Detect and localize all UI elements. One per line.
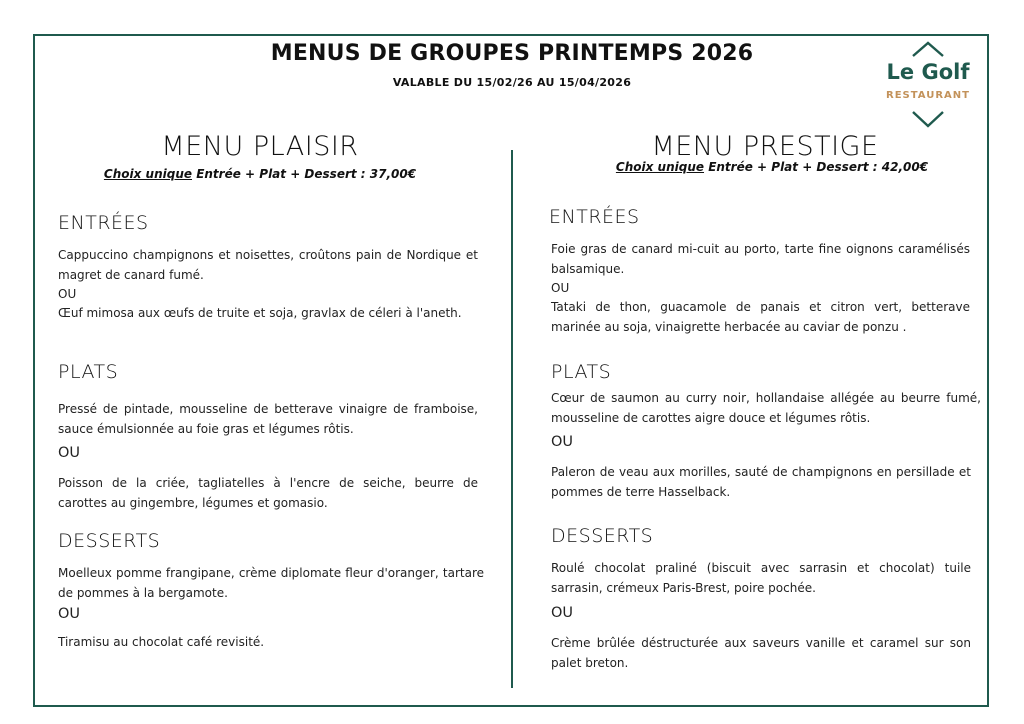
menu-plaisir-title: MENU PLAISIR xyxy=(161,131,359,162)
logo-tagline: RESTAURANT xyxy=(886,90,970,101)
plaisir-entree-1: Cappuccino champignons et noisettes, croûtons pain de Nordique et magret de canard fumé. xyxy=(58,248,478,282)
prestige-desserts-heading: DESSERTS xyxy=(551,525,654,547)
menu-prestige-formula: Entrée + Plat + Dessert : 42,00€ xyxy=(704,160,929,174)
plaisir-dessert-2: Tiramisu au chocolat café revisité. xyxy=(58,635,265,649)
choix-unique-label: Choix unique xyxy=(615,160,705,174)
prestige-entree-2: Tataki de thon, guacamole de panais et citron vert, betterave marinée au soja, vinaigrette herbacée au caviar de ponzu . xyxy=(551,300,970,334)
plaisir-plat-2: Poisson de la criée, tagliatelles à l'encre de seiche, beurre de carottes au gingembre, légumes et gomasio. xyxy=(58,476,478,510)
logo-name: Le Golf xyxy=(886,60,970,84)
plaisir-desserts-heading: DESSERTS xyxy=(58,530,161,552)
plaisir-plat-ou: OU xyxy=(58,445,81,461)
plaisir-plats-heading: PLATS xyxy=(58,361,119,383)
plaisir-dessert-ou: OU xyxy=(58,606,81,622)
choix-unique-label: Choix unique xyxy=(103,167,193,181)
menu-plaisir-formula: Entrée + Plat + Dessert : 37,00€ xyxy=(192,167,417,181)
prestige-dessert-2: Crème brûlée déstructurée aux saveurs vanille et caramel sur son palet breton. xyxy=(551,636,971,670)
prestige-entree-ou: OU xyxy=(551,281,570,295)
column-divider xyxy=(511,150,513,688)
validity-dates: VALABLE DU 15/02/26 AU 15/04/2026 xyxy=(392,76,632,89)
plaisir-entrees-heading: ENTRÉES xyxy=(58,212,149,234)
prestige-plats-heading: PLATS xyxy=(551,361,612,383)
prestige-entrees-heading: ENTRÉES xyxy=(549,206,640,228)
plaisir-entree-ou: OU xyxy=(58,287,77,301)
prestige-plat-2: Paleron de veau aux morilles, sauté de champignons en persillade et pommes de terre Hasselback. xyxy=(551,465,971,499)
page-title: MENUS DE GROUPES PRINTEMPS 2026 xyxy=(270,41,754,66)
prestige-entree-1: Foie gras de canard mi-cuit au porto, tarte fine oignons caramélisés balsamique. xyxy=(551,242,970,276)
plaisir-plat-1: Pressé de pintade, mousseline de betterave vinaigre de framboise, sauce émulsionnée au foie gras et légumes rôtis. xyxy=(58,402,478,436)
menu-plaisir-price xyxy=(60,167,460,181)
prestige-plat-1: Cœur de saumon au curry noir, hollandaise allégée au beurre fumé, mousseline de carottes aigre douce et légumes rôtis. xyxy=(551,391,981,425)
prestige-dessert-ou: OU xyxy=(551,605,574,621)
prestige-dessert-1: Roulé chocolat praliné (biscuit avec sarrasin et chocolat) tuile sarrasin, crémeux Paris-Brest, poire pochée. xyxy=(551,561,971,595)
plaisir-dessert-1: Moelleux pomme frangipane, crème diplomate fleur d'oranger, tartare de pommes à la bergamote. xyxy=(58,566,484,600)
plaisir-entree-2: Œuf mimosa aux œufs de truite et soja, gravlax de céleri à l'aneth. xyxy=(58,306,462,320)
chevron-frame-icon xyxy=(878,40,978,132)
menu-prestige-price xyxy=(572,160,972,174)
menu-prestige-title: MENU PRESTIGE xyxy=(651,131,879,162)
restaurant-logo xyxy=(878,40,978,132)
prestige-plat-ou: OU xyxy=(551,434,574,450)
